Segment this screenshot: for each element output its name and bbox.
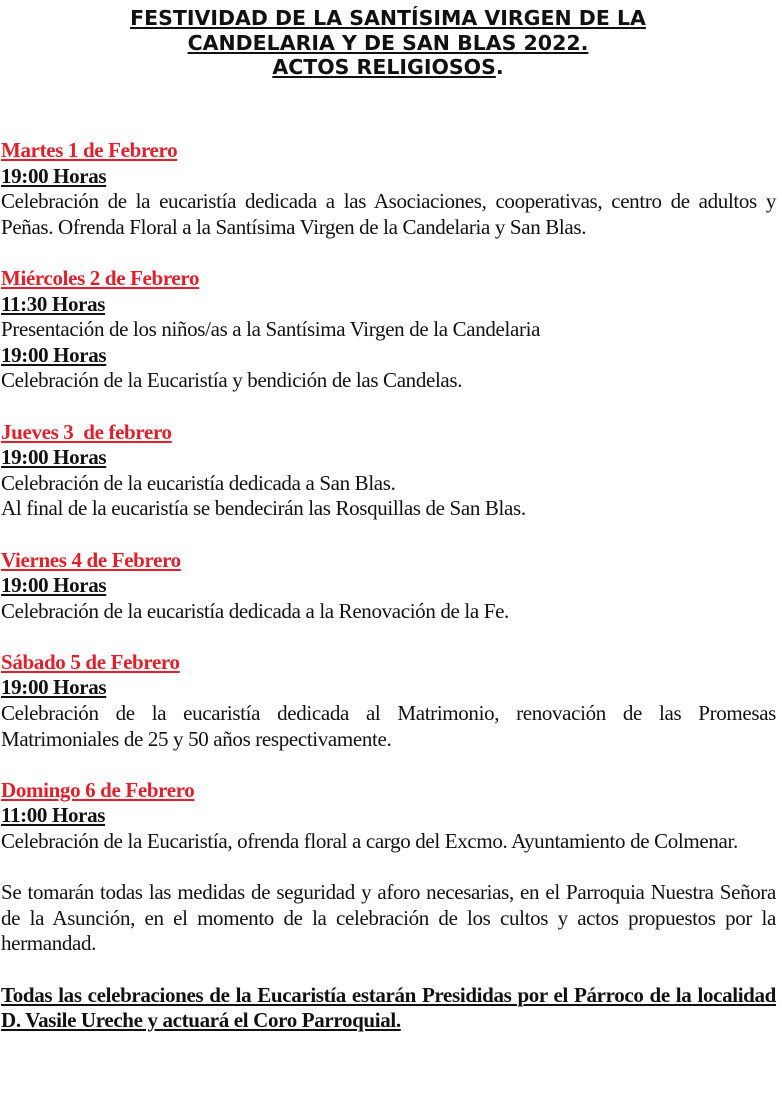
day-title: Domingo 6 de Febrero: [1, 777, 195, 802]
safety-notice: Se tomarán todas las medidas de seguridad y aforo necesarias, en el Parroquia Nuestra Señora de la Asunción, en el momento de la celebración de los cultos y actos propuestos por la hermandad.: [1, 880, 776, 956]
day-title: Martes 1 de Febrero: [1, 138, 178, 162]
event-time: 19:00 Horas: [1, 163, 107, 188]
title-line-2: CANDELARIA Y DE SAN BLAS 2022.: [187, 30, 589, 55]
day-title: Jueves 3 de febrero: [1, 419, 172, 444]
closing-statement: Todas las celebraciones de la Eucaristía estarán Presididas por el Párroco de la localidad D. Vasile Ureche y actuará el Coro Parroquial.: [1, 982, 776, 1033]
day-section-martes: [1, 138, 776, 240]
event-description: Presentación de los niños/as a la Santísima Virgen de la Candelaria: [1, 317, 541, 342]
event-time: 11:30 Horas: [1, 291, 106, 316]
event-time: 19:00 Horas: [1, 445, 107, 470]
event-description: Celebración de la Eucaristía, ofrenda floral a cargo del Excmo. Ayuntamiento de Colmenar.: [1, 829, 738, 854]
document-title: [0, 6, 776, 80]
event-description: Celebración de la Eucaristía y bendición de las Candelas.: [1, 368, 463, 393]
program-content: [1, 138, 776, 1034]
event-time: 19:00 Horas: [1, 675, 107, 700]
event-description: Celebración de la eucaristía dedicada a la Renovación de la Fe.: [1, 598, 509, 623]
day-title: Sábado 5 de Febrero: [1, 649, 180, 674]
day-title: Miércoles 2 de Febrero: [1, 265, 200, 290]
title-line-3: ACTOS RELIGIOSOS: [272, 55, 496, 79]
title-line-3-period: .: [495, 55, 504, 79]
day-section-miercoles: [1, 266, 776, 394]
day-title: Viernes 4 de Febrero: [1, 547, 181, 572]
title-line-1: FESTIVIDAD DE LA SANTÍSIMA VIRGEN DE LA: [130, 6, 646, 30]
event-description: Celebración de la eucaristía dedicada a San Blas.: [1, 470, 396, 495]
event-time: 11:00 Horas: [1, 803, 106, 828]
day-section-sabado: [1, 650, 776, 752]
day-section-jueves: [1, 420, 776, 522]
event-description: Celebración de la eucaristía dedicada al Matrimonio, renovación de las Promesas Matrimoniales de 25 y 50 años respectivamente.: [1, 701, 776, 751]
event-description: Al final de la eucaristía se bendecirán las Rosquillas de San Blas.: [1, 496, 526, 521]
event-time: 19:00 Horas: [1, 573, 107, 598]
day-section-domingo: [1, 778, 776, 855]
event-time: 19:00 Horas: [1, 342, 107, 367]
event-description: Celebración de la eucaristía dedicada a las Asociaciones, cooperativas, centro de adultos y Peñas. Ofrenda Floral a la Santísima Virgen de la Candelaria y San Blas.: [1, 189, 776, 239]
day-section-viernes: [1, 548, 776, 625]
